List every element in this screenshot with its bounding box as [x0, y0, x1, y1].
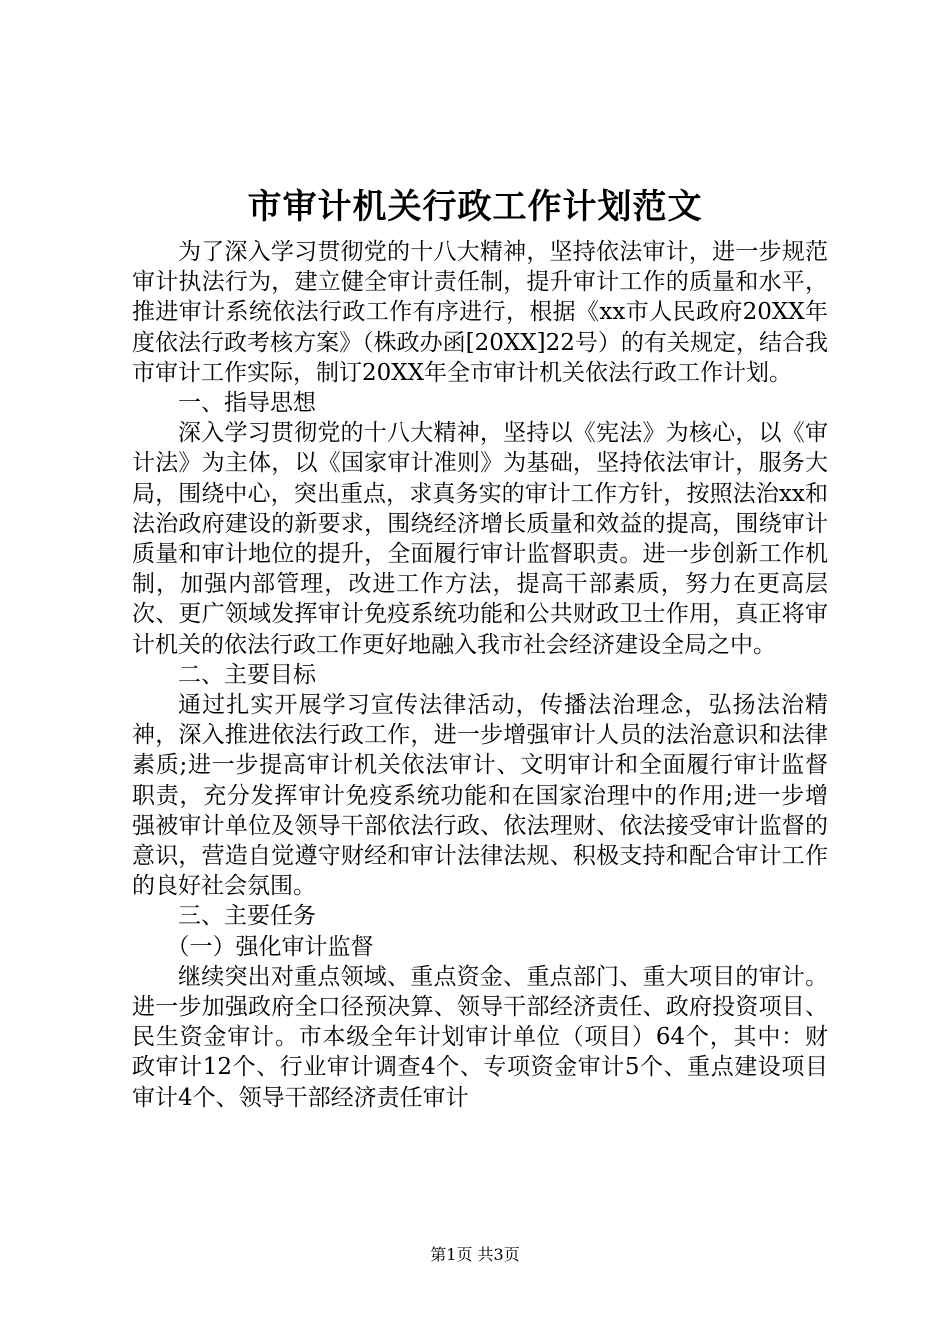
section-heading-main-goals: 二、主要目标: [178, 661, 316, 688]
intro-paragraph: 为了深入学习贯彻党的十八大精神，坚持依法审计，进一步规范审计执法行为，建立健全审计责任制，提升审计工作的质量和水平，推进审计系统依法行政工作有序进行，根据《xx市人民政府20XX年度依法行政考核方案》（株政办函[20XX]22号）的有关规定，结合我市审计工作实际，制订20XX年全市审计机关依法行政工作计划。: [132, 239, 828, 386]
document-title: 市审计机关行政工作计划范文: [247, 187, 703, 227]
subsection-heading-audit-supervision: （一）强化审计监督: [166, 933, 374, 960]
section-heading-guiding-thought: 一、指导思想: [178, 390, 316, 417]
main-goals-paragraph: 通过扎实开展学习宣传法律活动，传播法治理念，弘扬法治精神，深入推进依法行政工作，进一步增强审计人员的法治意识和法律素质;进一步提高审计机关依法审计、文明审计和全面履行审计监督职责，充分发挥审计免疫系统功能和在国家治理中的作用;进一步增强被审计单位及领导干部依法行政、依法理财、依法接受审计监督的意识，营造自觉遵守财经和审计法律法规、积极支持和配合审计工作的良好社会氛围。: [132, 692, 828, 900]
document-body: [132, 237, 828, 1113]
page-number-footer: 第1页 共3页: [430, 1245, 520, 1264]
audit-supervision-paragraph: 继续突出对重点领域、重点资金、重点部门、重大项目的审计。进一步加强政府全口径预决算、领导干部经济责任、政府投资项目、民生资金审计。市本级全年计划审计单位（项目）64个，其中：财政审计12个、行业审计调查4个、专项资金审计5个、重点建设项目审计4个、领导干部经济责任审计: [132, 963, 828, 1111]
section-heading-main-tasks: 三、主要任务: [178, 903, 316, 930]
guiding-thought-paragraph: 深入学习贯彻党的十八大精神，坚持以《宪法》为核心，以《审计法》为主体，以《国家审计准则》为基础，坚持依法审计，服务大局，围绕中心，突出重点，求真务实的审计工作方针，按照法治xx和法治政府建设的新要求，围绕经济增长质量和效益的提高，围绕审计质量和审计地位的提升，全面履行审计监督职责。进一步创新工作机制，加强内部管理，改进工作方法，提高干部素质，努力在更高层次、更广领域发挥审计免疫系统功能和公共财政卫士作用，真正将审计机关的依法行政工作更好地融入我市社会经济建设全局之中。: [132, 420, 828, 658]
